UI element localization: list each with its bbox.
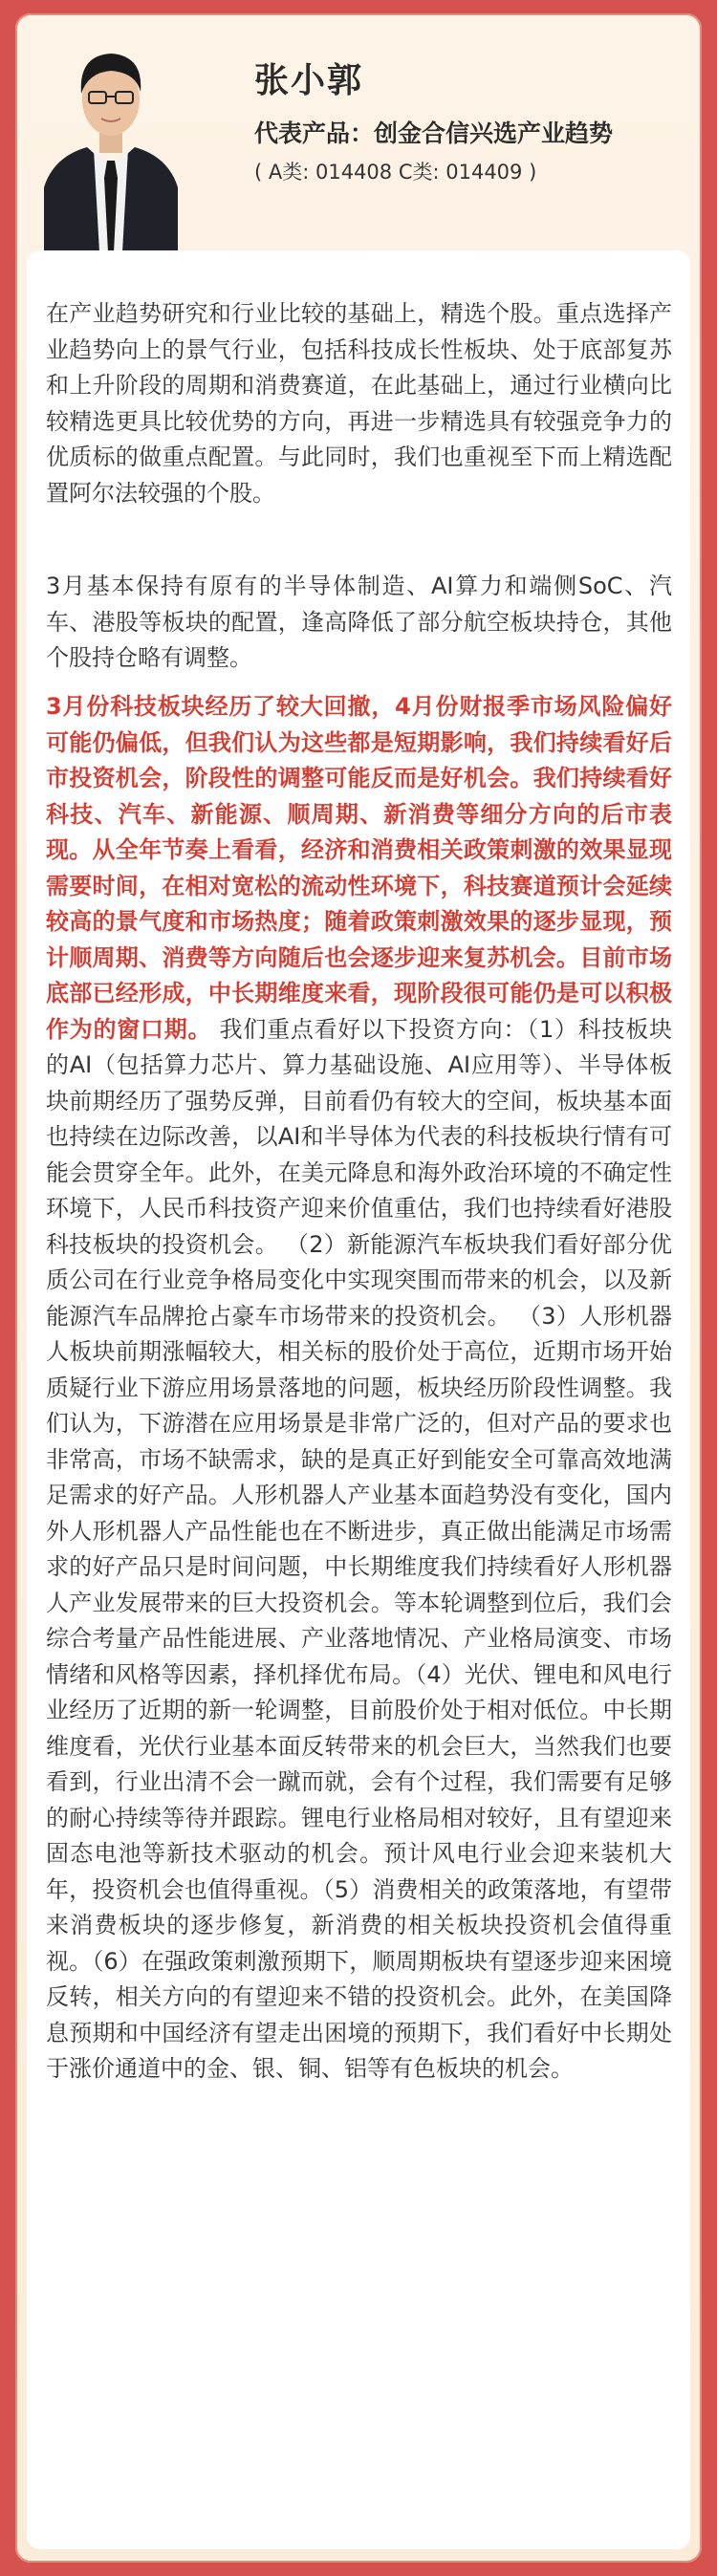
fund-codes: ( A类: 014408 C类: 014409 ) [254,161,537,184]
commentary-panel [27,250,690,2549]
representative-product: 代表产品：创金合信兴选产业趋势 [254,119,614,147]
outlook-paragraph [46,689,672,2088]
outlook-directions: 我们重点看好以下投资方向：（1）科技板块的AI（包括算力芯片、算力基础设施、AI应用等）、半导体板块前期经历了强势反弹，目前看仍有较大的空间，板块基本面也持续在边际改善，以AI和半导体为代表的科技板块行情有可能会贯穿全年。此外，在美元降息和海外政治环境的不确定性环境下，人民币科技资产迎来价值重估，我们也持续看好港股科技板块的投资机会。 （2）新能源汽车板块我们看好部分优质公司在行业竞争格局变化中实现突围而带来的机会，以及新能源汽车品牌抢占豪车市场带来的投资机会。 （3）人形机器人板块前期涨幅较大，相关标的股价处于高位，近期市场开始质疑行业下游应用场景落地的问题，板块经历阶段性调整。我们认为，下游潜在应用场景是非常广泛的，但对产品的要求也非常高，市场不缺需求，缺的是真正好到能安全可靠高效地满足需求的好产品。人形机器人产业基本面趋势没有变化，国内外人形机器人产品性能也在不断进步，真正做出能满足市场需求的好产品只是时间问题，中长期维度我们持续看好人形机器人产业发展带来的巨大投资机会。等本轮调整到位后，我们会综合考量产品性能进展、产业落地情况、产业格局演变、市场情绪和风格等因素，择机择优布局。（4）光伏、锂电和风电行业经历了近期的新一轮调整，目前股价处于相对低位。中长期维度看，光伏行业基本面反转带来的机会巨大，当然我们也要看到，行业出清不会一蹴而就，会有个过程，我们需要有足够的耐心持续等待并跟踪。锂电行业格局相对较好，且有望迎来固态电池等新技术驱动的机会。预计风电行业会迎来装机大年，投资机会也值得重视。（5）消费相关的政策落地，有望带来消费板块的逐步修复，新消费的相关板块投资机会值得重视。（6）在强政策刺激预期下，顺周期板块有望逐步迎来困境反转，相关方向的有望迎来不错的投资机会。此外，在美国降息预期和中国经济有望走出困境的预期下，我们看好中长期处于涨价通道中的金、银、铜、铝等有色板块的机会。 [46,1015,673,2082]
manager-header [15,13,702,252]
outlook-highlight: 3月份科技板块经历了较大回撤，4月份财报季市场风险偏好可能仍偏低，但我们认为这些都是短期影响，我们持续看好后市投资机会，阶段性的调整可能反而是好机会。我们持续看好科技、汽车、新能源、顺周期、新消费等细分方向的后市表现。从全年节奏上看看，经济和消费相关政策刺激的效果显现需要时间，在相对宽松的流动性环境下，科技赛道预计会延续较高的景气度和市场热度；随着政策刺激效果的逐步显现，预计顺周期、消费等方向随后也会逐步迎来复苏机会。目前市场底部已经形成，中长期维度来看，现阶段很可能仍是可以积极作为的窗口期。 [46,693,672,1043]
portrait-image [44,34,178,252]
portfolio-paragraph: 3月基本保持有原有的半导体制造、AI算力和端侧SoC、汽车、港股等板块的配置，逢高降低了部分航空板块持仓，其他个股持仓略有调整。 [46,573,672,671]
manager-portrait [44,34,178,252]
manager-name: 张小郭 [254,61,364,100]
manager-card [15,13,702,2563]
strategy-paragraph: 在产业趋势研究和行业比较的基础上，精选个股。重点选择产业趋势向上的景气行业，包括科技成长性板块、处于底部复苏和上升阶段的周期和消费赛道，在此基础上，通过行业横向比较精选更具比较优势的方向，再进一步精选具有较强竞争力的优质标的做重点配置。与此同时，我们也重视至下而上精选配置阿尔法较强的个股。 [46,300,672,507]
